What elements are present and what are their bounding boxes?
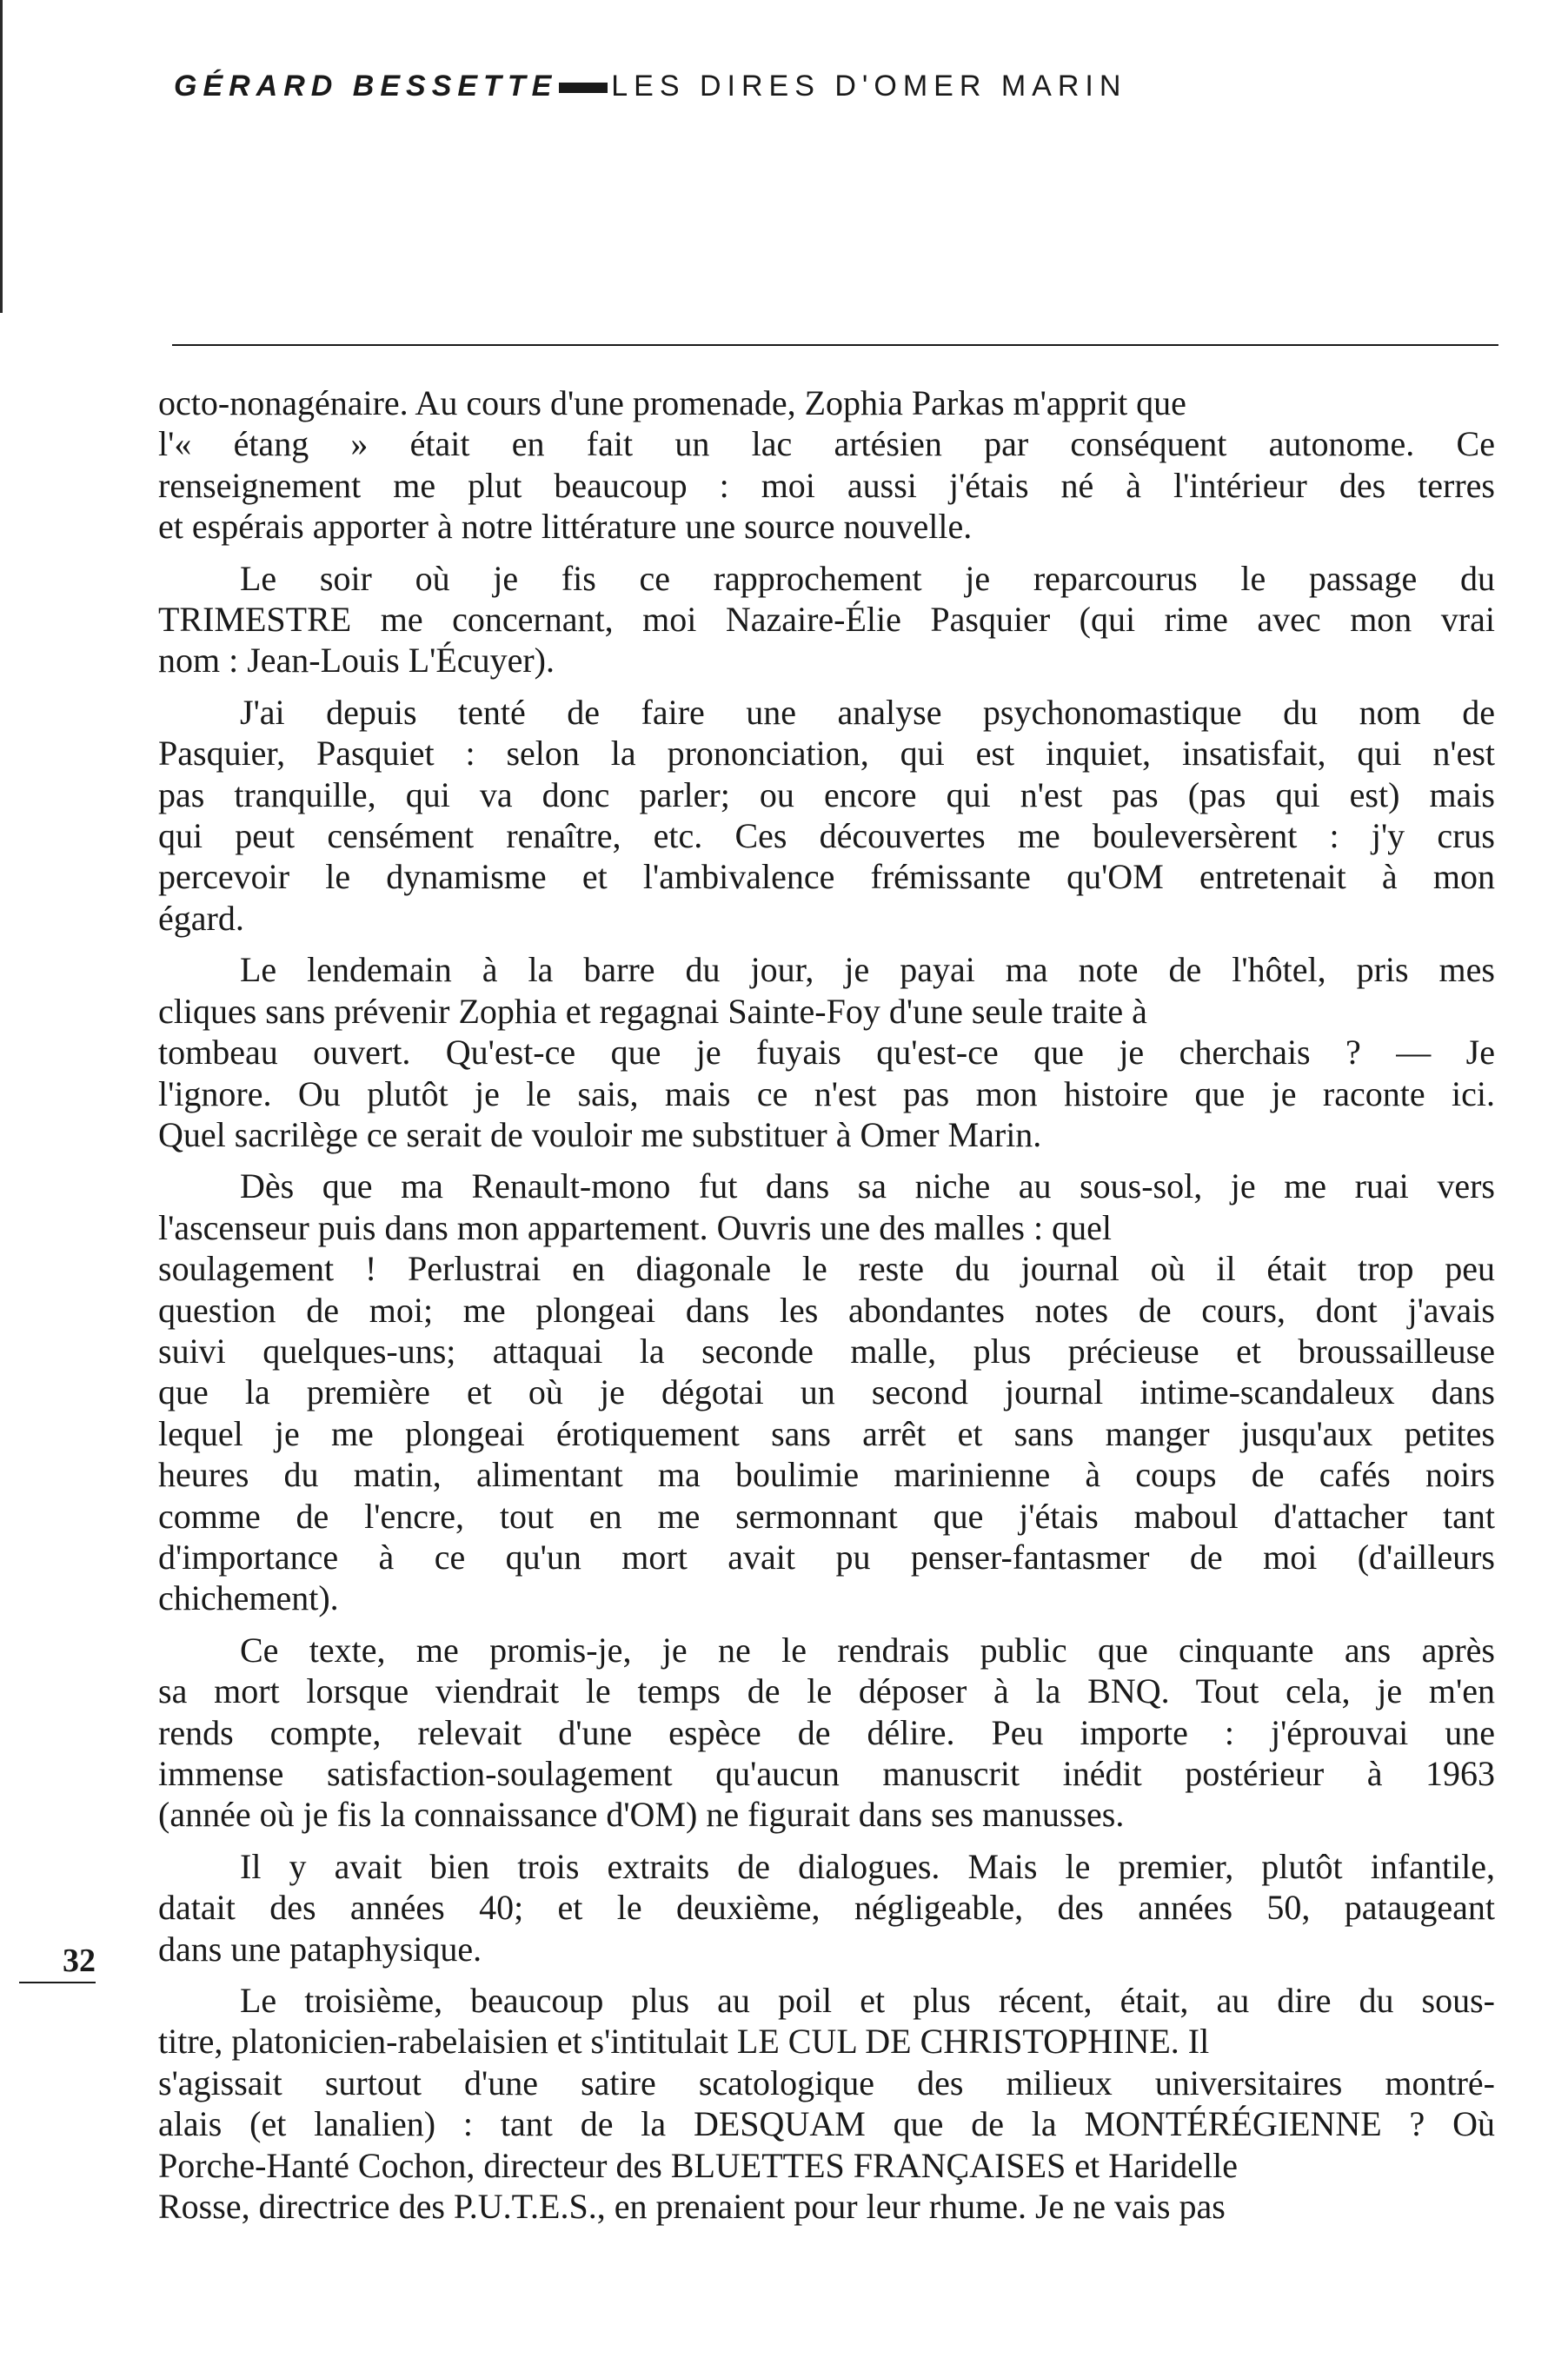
text-line: soulagement ! Perlustrai en diagonale le reste du journal où il était trop peu <box>158 1249 1495 1289</box>
running-head-separator <box>559 83 608 93</box>
text-line: Rosse, directrice des P.U.T.E.S., en prenaient pour leur rhume. Je ne vais pas <box>158 2187 1226 2227</box>
text-line: dans une pataphysique. <box>158 1929 482 1969</box>
paragraph <box>158 1630 1495 1836</box>
running-head <box>174 70 1126 103</box>
paragraph <box>158 692 1495 939</box>
paragraph <box>158 949 1495 1155</box>
text-line: sa mort lorsque viendrait le temps de le déposer à la BNQ. Tout cela, je m'en <box>158 1671 1495 1711</box>
paragraph <box>158 382 1495 548</box>
text-line: l'ignore. Ou plutôt je le sais, mais ce n'est pas mon histoire que je raconte ici. <box>158 1073 1495 1113</box>
text-line: l'ascenseur puis dans mon appartement. Ouvris une des malles : quel <box>158 1207 1112 1247</box>
text-line: datait des années 40; et le deuxième, négligeable, des années 50, pataugeant <box>158 1888 1495 1928</box>
text-line: comme de l'encre, tout en me sermonnant que j'étais maboul d'attacher tant <box>158 1496 1495 1536</box>
text-line: octo-nonagénaire. Au cours d'une promenade, Zophia Parkas m'apprit que <box>158 383 1186 422</box>
text-line: qui peut censément renaître, etc. Ces découvertes me bouleversèrent : j'y crus <box>158 816 1495 856</box>
text-line: s'agissait surtout d'une satire scatologique des milieux universitaires montré- <box>158 2062 1495 2102</box>
text-line: pas tranquille, qui va donc parler; ou encore qui n'est pas (pas qui est) mais <box>158 774 1495 814</box>
text-line: suivi quelques-uns; attaquai la seconde malle, plus précieuse et broussailleuse <box>158 1331 1495 1371</box>
text-line: question de moi; me plongeai dans les abondantes notes de cours, dont j'avais <box>158 1290 1495 1330</box>
text-line: Pasquier, Pasquiet : selon la prononciation, qui est inquiet, insatisfait, qui n'est <box>158 734 1495 774</box>
text-line: cliques sans prévenir Zophia et regagnai Sainte-Foy d'une seule traite à <box>158 991 1147 1031</box>
text-line: Le soir où je fis ce rapprochement je reparcourus le passage du <box>240 558 1495 598</box>
text-line: Ce texte, me promis-je, je ne le rendrais public que cinquante ans après <box>240 1630 1495 1670</box>
text-line: (année où je fis la connaissance d'OM) ne figurait dans ses manusses. <box>158 1795 1125 1835</box>
text-line: Il y avait bien trois extraits de dialogues. Mais le premier, plutôt infantile, <box>240 1846 1495 1886</box>
paragraph <box>158 1846 1495 1969</box>
text-line: Le troisième, beaucoup plus au poil et plus récent, était, au dire du sous- <box>240 1981 1495 2021</box>
text-line: tombeau ouvert. Qu'est-ce que je fuyais qu'est-ce que je cherchais ? — Je <box>158 1033 1495 1073</box>
paragraph <box>158 1980 1495 2227</box>
paragraph <box>158 1166 1495 1618</box>
text-line: d'importance à ce qu'un mort avait pu penser-fantasmer de moi (d'ailleurs <box>158 1537 1495 1577</box>
text-line: J'ai depuis tenté de faire une analyse psychonomastique du nom de <box>240 692 1495 732</box>
text-line: heures du matin, alimentant ma boulimie marinienne à coups de cafés noirs <box>158 1455 1495 1495</box>
text-line: Quel sacrilège ce serait de vouloir me substituer à Omer Marin. <box>158 1114 1042 1154</box>
header-rule <box>172 344 1498 346</box>
text-line: et espérais apporter à notre littérature une source nouvelle. <box>158 507 973 547</box>
text-line: alais (et lanalien) : tant de la DESQUAM que de la MONTÉRÉGIENNE ? Où <box>158 2104 1495 2144</box>
text-line: égard. <box>158 898 244 938</box>
running-head-title: LES DIRES D'OMER MARIN <box>611 70 1127 103</box>
paragraph <box>158 558 1495 681</box>
text-line: immense satisfaction-soulagement qu'aucun manuscrit inédit postérieur à 1963 <box>158 1754 1495 1793</box>
text-line: nom : Jean-Louis L'Écuyer). <box>158 641 555 681</box>
text-line: percevoir le dynamisme et l'ambivalence frémissante qu'OM entretenait à mon <box>158 857 1495 897</box>
text-line: rends compte, relevait d'une espèce de délire. Peu importe : j'éprouvai une <box>158 1712 1495 1752</box>
text-line: chichement). <box>158 1578 339 1618</box>
body-text <box>158 382 1495 2237</box>
text-line: que la première et où je dégotai un second journal intime-scandaleux dans <box>158 1372 1495 1412</box>
running-head-author: GÉRARD BESSETTE <box>174 70 558 103</box>
page-number: 32 <box>19 1942 96 1983</box>
text-line: renseignement me plut beaucoup : moi aussi j'étais né à l'intérieur des terres <box>158 465 1495 505</box>
text-line: Porche-Hanté Cochon, directeur des BLUETTES FRANÇAISES et Haridelle <box>158 2145 1238 2185</box>
text-line: TRIMESTRE me concernant, moi Nazaire-Élie Pasquier (qui rime avec mon vrai <box>158 600 1495 640</box>
text-line: Dès que ma Renault-mono fut dans sa niche au sous-sol, je me ruai vers <box>240 1166 1495 1206</box>
scan-edge-mark <box>0 0 3 313</box>
text-line: Le lendemain à la barre du jour, je payai ma note de l'hôtel, pris mes <box>240 950 1495 990</box>
text-line: titre, platonicien-rabelaisien et s'intitulait LE CUL DE CHRISTOPHINE. Il <box>158 2022 1210 2062</box>
text-line: lequel je me plongeai érotiquement sans arrêt et sans manger jusqu'aux petites <box>158 1413 1495 1453</box>
text-line: l'« étang » était en fait un lac artésien par conséquent autonome. Ce <box>158 424 1495 464</box>
